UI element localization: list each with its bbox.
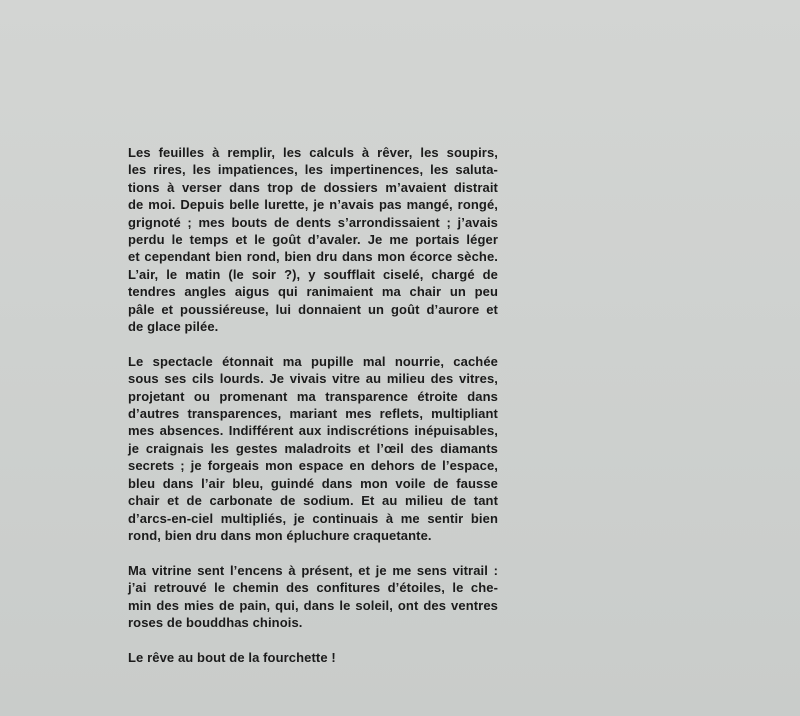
text-line: Le spectacle étonnait ma pupille mal nourrie, cachée: [128, 353, 498, 369]
paragraph-1: [128, 144, 498, 335]
paragraph-gap: [128, 631, 498, 648]
text-line: et cependant bien rond, bien dru dans mon écorce sèche.: [128, 249, 498, 265]
text-line: bleu dans l’air bleu, guindé dans mon voile de fausse: [128, 475, 498, 491]
text-line: mes absences. Indifférent aux indiscrétions inépuisables,: [128, 423, 498, 439]
paragraph-3: [128, 562, 498, 632]
text-line: chair et de carbonate de sodium. Et au milieu de tant: [128, 493, 498, 509]
text-line: min des mies de pain, qui, dans le soleil, ont des ventres: [128, 597, 498, 613]
text-block: [128, 144, 498, 666]
text-line: tions à verser dans trop de dossiers m’avaient distrait: [128, 179, 498, 195]
paragraph-4: [128, 649, 498, 666]
text-line: d’arcs-en-ciel multipliés, je continuais à me sentir bien: [128, 510, 498, 526]
text-line: de moi. Depuis belle lurette, je n’avais pas mangé, rongé,: [128, 197, 498, 213]
text-line: je craignais les gestes maladroits et l’œil des diamants: [128, 440, 498, 456]
text-line: grignoté ; mes bouts de dents s’arrondissaient ; j’avais: [128, 214, 498, 230]
text-line: les rires, les impatiences, les impertinences, les saluta-: [128, 162, 498, 178]
text-line: j’ai retrouvé le chemin des confitures d’étoiles, le che-: [128, 580, 498, 596]
text-line: pâle et poussiéreuse, lui donnaient un goût d’aurore et: [128, 301, 498, 317]
text-line: de glace pilée.: [128, 319, 219, 335]
text-line: sous ses cils lourds. Je vivais vitre au milieu des vitres,: [128, 371, 498, 387]
text-line: d’autres transparences, mariant mes reflets, multipliant: [128, 406, 498, 422]
text-line: secrets ; je forgeais mon espace en dehors de l’espace,: [128, 458, 498, 474]
text-line: Les feuilles à remplir, les calculs à rêver, les soupirs,: [128, 145, 498, 160]
text-line: Le rêve au bout de la fourchette !: [128, 649, 336, 665]
text-line: tendres angles aigus qui ranimaient ma chair un peu: [128, 284, 498, 300]
text-line: roses de bouddhas chinois.: [128, 614, 303, 630]
paragraph-gap: [128, 544, 498, 561]
text-line: L’air, le matin (le soir ?), y soufflait ciselé, chargé de: [128, 266, 498, 282]
paragraph-2: [128, 353, 498, 544]
text-line: rond, bien dru dans mon épluchure craquetante.: [128, 527, 432, 543]
text-line: perdu le temps et le goût d’avaler. Je me portais léger: [128, 232, 498, 248]
paragraph-gap: [128, 335, 498, 352]
text-line: Ma vitrine sent l’encens à présent, et je me sens vitrail :: [128, 562, 498, 578]
text-line: projetant ou promenant ma transparence étroite dans: [128, 388, 498, 404]
